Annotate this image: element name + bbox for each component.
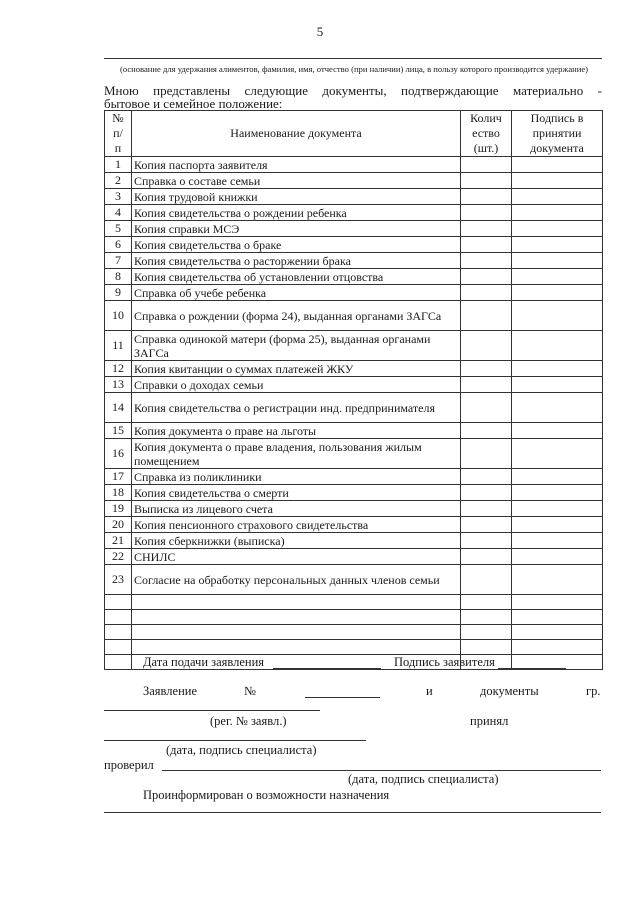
signature-cell[interactable] — [512, 595, 603, 610]
signature-cell[interactable] — [512, 565, 603, 595]
quantity-cell[interactable] — [461, 533, 512, 549]
signature-cell[interactable] — [512, 640, 603, 655]
basis-line — [104, 58, 602, 59]
table-row — [105, 565, 603, 595]
signature-cell[interactable] — [512, 205, 603, 221]
table-row — [105, 269, 603, 285]
signature-cell[interactable] — [512, 173, 603, 189]
document-name: Копия свидетельства о браке — [132, 237, 461, 253]
reg-number-caption: (рег. № заявл.) — [210, 714, 287, 728]
specialist-caption-1: (дата, подпись специалиста) — [166, 743, 317, 757]
row-number: 22 — [105, 549, 132, 565]
document-name: Копия справки МСЭ — [132, 221, 461, 237]
quantity-cell[interactable] — [461, 221, 512, 237]
row-number: 18 — [105, 485, 132, 501]
document-name: Копия квитанции о суммах платежей ЖКУ — [132, 361, 461, 377]
signature-cell[interactable] — [512, 361, 603, 377]
signature-cell[interactable] — [512, 610, 603, 625]
specialist-caption-2: (дата, подпись специалиста) — [348, 772, 499, 786]
signature-cell[interactable] — [512, 549, 603, 565]
header-quantity: Колич ество (шт.) — [461, 111, 512, 157]
table-row — [105, 173, 603, 189]
table-row — [105, 469, 603, 485]
document-name: Справки о доходах семьи — [132, 377, 461, 393]
quantity-cell[interactable] — [461, 565, 512, 595]
document-name: СНИЛС — [132, 549, 461, 565]
quantity-cell[interactable] — [461, 517, 512, 533]
quantity-cell[interactable] — [461, 301, 512, 331]
table-row — [105, 517, 603, 533]
empty-row — [105, 640, 603, 655]
quantity-cell[interactable] — [461, 595, 512, 610]
document-name: Справка одинокой матери (форма 25), выданная органами ЗАГСа — [132, 331, 461, 361]
citizen-name-line[interactable] — [104, 710, 320, 711]
document-name: Копия трудовой книжки — [132, 189, 461, 205]
and-word: и — [426, 684, 433, 698]
quantity-cell[interactable] — [461, 269, 512, 285]
table-row — [105, 423, 603, 439]
row-number: 17 — [105, 469, 132, 485]
row-number: 19 — [105, 501, 132, 517]
citizen-abbrev: гр. — [586, 684, 601, 698]
informed-line[interactable] — [104, 812, 601, 813]
documents-word: документы — [480, 684, 539, 698]
signature-cell[interactable] — [512, 269, 603, 285]
table-row — [105, 549, 603, 565]
document-name: Копия свидетельства о расторжении брака — [132, 253, 461, 269]
signature-cell[interactable] — [512, 423, 603, 439]
document-name: Выписка из лицевого счета — [132, 501, 461, 517]
empty-row — [105, 625, 603, 640]
row-number: 15 — [105, 423, 132, 439]
quantity-cell[interactable] — [461, 625, 512, 640]
table-row — [105, 205, 603, 221]
quantity-cell[interactable] — [461, 423, 512, 439]
checked-signature-line[interactable] — [162, 770, 601, 771]
signature-cell[interactable] — [512, 331, 603, 361]
row-number: 5 — [105, 221, 132, 237]
quantity-cell[interactable] — [461, 549, 512, 565]
header-num: № п/ п — [105, 111, 132, 157]
document-name-cell[interactable] — [132, 640, 461, 655]
signature-cell[interactable] — [512, 533, 603, 549]
signature-cell[interactable] — [512, 469, 603, 485]
number-sign: № — [244, 684, 256, 698]
submission-date-line[interactable] — [273, 668, 381, 669]
row-number: 8 — [105, 269, 132, 285]
empty-row — [105, 595, 603, 610]
signature-cell[interactable] — [512, 285, 603, 301]
table-header-row — [105, 111, 603, 157]
document-name: Копия документа о праве владения, пользования жилым помещением — [132, 439, 461, 469]
signature-cell[interactable] — [512, 377, 603, 393]
quantity-cell[interactable] — [461, 253, 512, 269]
quantity-cell[interactable] — [461, 157, 512, 173]
quantity-cell[interactable] — [461, 610, 512, 625]
page-number: 5 — [316, 24, 324, 39]
document-name: Копия свидетельства о рождении ребенка — [132, 205, 461, 221]
accepted-signature-line[interactable] — [104, 740, 366, 741]
row-number: 14 — [105, 393, 132, 423]
table-row — [105, 533, 603, 549]
applicant-signature-line[interactable] — [498, 668, 566, 669]
statement-label: Заявление — [143, 684, 198, 698]
table-row — [105, 361, 603, 377]
document-name: Копия сберкнижки (выписка) — [132, 533, 461, 549]
informed-label: Проинформирован о возможности назначения — [143, 788, 390, 802]
row-number: 4 — [105, 205, 132, 221]
table-row — [105, 485, 603, 501]
quantity-cell[interactable] — [461, 393, 512, 423]
signature-cell[interactable] — [512, 517, 603, 533]
quantity-cell[interactable] — [461, 377, 512, 393]
table-row — [105, 253, 603, 269]
intro-line-2: бытовое и семейное положение: — [104, 96, 283, 111]
table-row — [105, 237, 603, 253]
signature-cell[interactable] — [512, 157, 603, 173]
quantity-cell[interactable] — [461, 485, 512, 501]
accepted-word: принял — [470, 714, 509, 728]
row-number: 16 — [105, 439, 132, 469]
quantity-cell[interactable] — [461, 361, 512, 377]
row-number: 7 — [105, 253, 132, 269]
row-number: 6 — [105, 237, 132, 253]
quantity-cell[interactable] — [461, 189, 512, 205]
document-name-cell[interactable] — [132, 610, 461, 625]
table-row — [105, 393, 603, 423]
row-number: 23 — [105, 565, 132, 595]
row-number: 21 — [105, 533, 132, 549]
signature-cell[interactable] — [512, 253, 603, 269]
row-number: 3 — [105, 189, 132, 205]
table-row — [105, 189, 603, 205]
checked-word: проверил — [104, 758, 154, 772]
basis-caption: (основание для удержания алиментов, фамилия, имя, отчество (при наличии) лица, в пользу которого производится удержание) — [119, 64, 589, 74]
signature-cell[interactable] — [512, 221, 603, 237]
empty-row — [105, 610, 603, 625]
row-number: 1 — [105, 157, 132, 173]
row-number: 9 — [105, 285, 132, 301]
document-name: Справка об учебе ребенка — [132, 285, 461, 301]
document-name: Копия свидетельства о регистрации инд. предпринимателя — [132, 393, 461, 423]
quantity-cell[interactable] — [461, 469, 512, 485]
row-number: 20 — [105, 517, 132, 533]
document-name: Копия свидетельства о смерти — [132, 485, 461, 501]
signature-cell[interactable] — [512, 237, 603, 253]
quantity-cell[interactable] — [461, 285, 512, 301]
signature-cell[interactable] — [512, 301, 603, 331]
statement-number-line[interactable] — [305, 697, 380, 698]
row-number: 11 — [105, 331, 132, 361]
document-name: Копия документа о праве на льготы — [132, 423, 461, 439]
signature-cell[interactable] — [512, 439, 603, 469]
table-row — [105, 377, 603, 393]
header-document-name: Наименование документа — [132, 111, 461, 157]
table-row — [105, 285, 603, 301]
row-number: 13 — [105, 377, 132, 393]
document-name-cell[interactable] — [132, 625, 461, 640]
document-name: Справка о рождении (форма 24), выданная органами ЗАГСа — [132, 301, 461, 331]
document-name: Справка из поликлиники — [132, 469, 461, 485]
document-name: Согласие на обработку персональных данных членов семьи — [132, 565, 461, 595]
quantity-cell[interactable] — [461, 237, 512, 253]
submission-date-label: Дата подачи заявления — [143, 655, 265, 669]
document-name: Копия паспорта заявителя — [132, 157, 461, 173]
document-name: Копия пенсионного страхового свидетельства — [132, 517, 461, 533]
table-row — [105, 331, 603, 361]
signature-cell[interactable] — [512, 393, 603, 423]
row-number: 10 — [105, 301, 132, 331]
document-name-cell[interactable] — [132, 595, 461, 610]
quantity-cell[interactable] — [461, 640, 512, 655]
table-row — [105, 157, 603, 173]
signature-cell[interactable] — [512, 189, 603, 205]
quantity-cell[interactable] — [461, 439, 512, 469]
table-row — [105, 221, 603, 237]
signature-cell[interactable] — [512, 501, 603, 517]
signature-cell[interactable] — [512, 485, 603, 501]
signature-cell[interactable] — [512, 625, 603, 640]
quantity-cell[interactable] — [461, 173, 512, 189]
intro-line-1: Мною представлены следующие документы, подтверждающие материально - — [104, 83, 602, 98]
document-name: Копия свидетельства об установлении отцовства — [132, 269, 461, 285]
table-row — [105, 301, 603, 331]
quantity-cell[interactable] — [461, 331, 512, 361]
row-number: 2 — [105, 173, 132, 189]
documents-table — [104, 110, 603, 670]
quantity-cell[interactable] — [461, 501, 512, 517]
applicant-signature-label: Подпись заявителя — [394, 655, 495, 669]
document-name: Справка о составе семьи — [132, 173, 461, 189]
row-number: 12 — [105, 361, 132, 377]
table-row — [105, 439, 603, 469]
quantity-cell[interactable] — [461, 205, 512, 221]
table-row — [105, 501, 603, 517]
header-signature: Подпись в принятии документа — [512, 111, 603, 157]
